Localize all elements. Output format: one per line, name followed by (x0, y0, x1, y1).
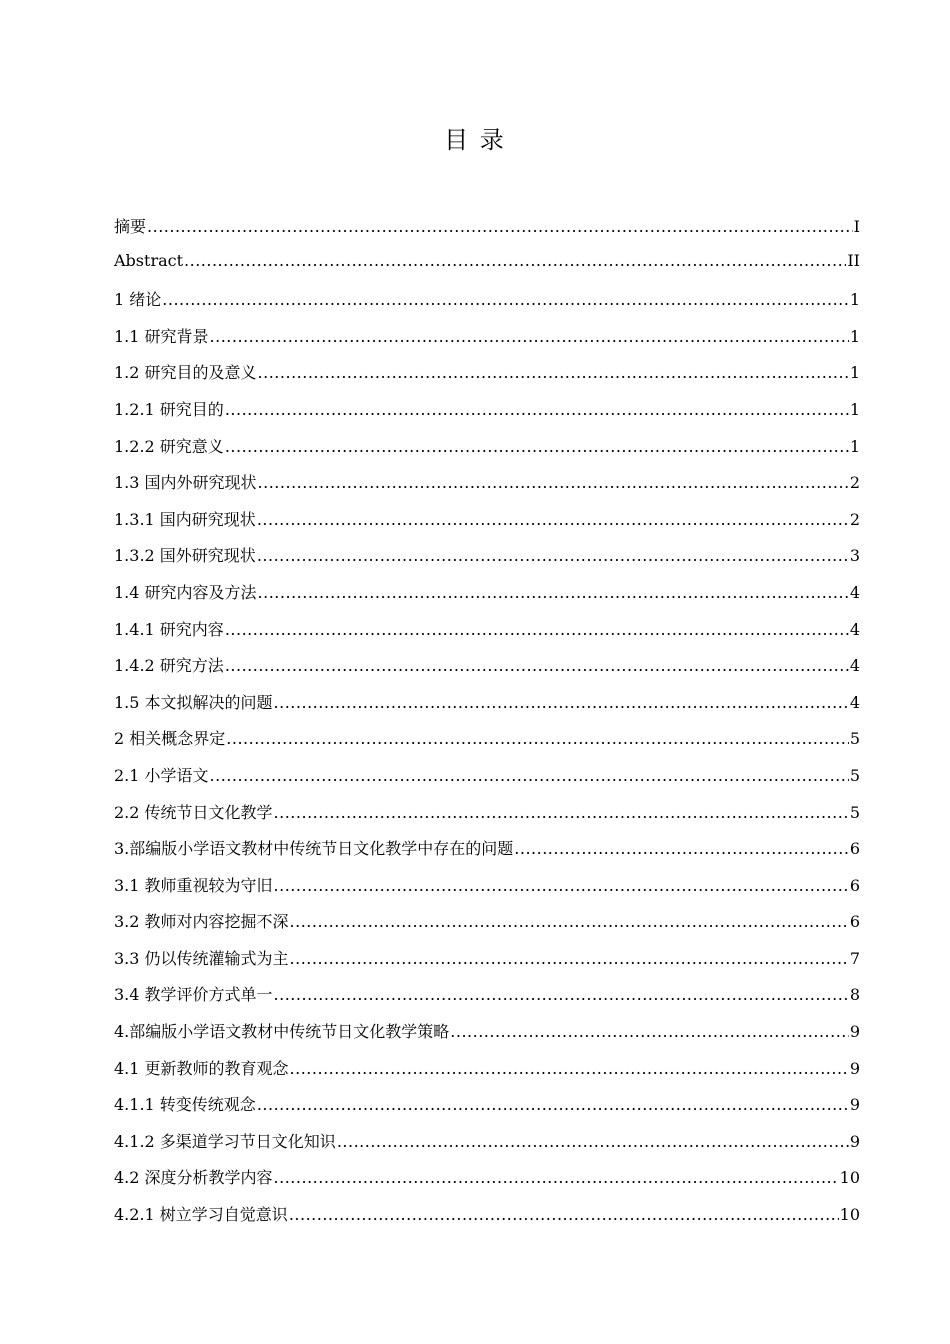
dot-leader (257, 510, 849, 529)
dot-leader (274, 803, 849, 822)
toc-entry-page-number: 5 (849, 802, 860, 822)
toc-entry-label: 3.2 教师对内容挖掘不深 (114, 912, 289, 932)
toc-entry[interactable] (114, 873, 860, 910)
toc-entry[interactable] (114, 507, 860, 544)
dot-leader (184, 251, 846, 270)
toc-entry[interactable] (114, 470, 860, 507)
toc-entry[interactable] (114, 251, 860, 288)
toc-entry-label: 1.4.2 研究方法 (114, 656, 224, 676)
dot-leader (337, 1132, 849, 1151)
toc-entry-label: 1.3 国内外研究现状 (114, 473, 257, 493)
toc-entry-page-number: 3 (849, 546, 860, 566)
dot-leader (290, 1059, 849, 1078)
toc-entry-page-number: 2 (849, 509, 860, 529)
toc-entry[interactable] (114, 324, 860, 361)
toc-entry[interactable] (114, 360, 860, 397)
toc-entry-page-number: 9 (849, 1131, 860, 1151)
toc-entry-page-number: 1 (849, 399, 860, 419)
toc-entry-label: 1.3.1 国内研究现状 (114, 509, 256, 529)
toc-entry[interactable] (114, 763, 860, 800)
toc-entry-page-number: 4 (849, 692, 860, 712)
toc-entry[interactable] (114, 617, 860, 654)
toc-entry[interactable] (114, 434, 860, 471)
toc-entry[interactable] (114, 214, 860, 251)
toc-entry-label: 4.1 更新教师的教育观念 (114, 1058, 289, 1078)
toc-entry-page-number: 10 (839, 1205, 860, 1225)
toc-entry-page-number: 5 (849, 729, 860, 749)
toc-entry-label: 4.部编版小学语文教材中传统节日文化教学策略 (114, 1022, 450, 1042)
toc-title: 目 录 (444, 126, 506, 154)
toc-entry-label: 1.2 研究目的及意义 (114, 363, 257, 383)
toc-entry-label: 1.4.1 研究内容 (114, 619, 224, 639)
toc-entry-label: 摘要 (114, 217, 147, 236)
toc-entry-label: 1 绪论 (114, 290, 162, 310)
dot-leader (225, 620, 849, 639)
toc-entry-label: 1.1 研究背景 (114, 326, 209, 346)
dot-leader (274, 876, 849, 895)
toc-entry-label: 3.部编版小学语文教材中传统节日文化教学中存在的问题 (114, 839, 514, 859)
toc-entry[interactable] (114, 653, 860, 690)
dot-leader (226, 729, 849, 748)
toc-entry-label: 1.3.2 国外研究现状 (114, 546, 256, 566)
dot-leader (257, 546, 849, 565)
dot-leader (162, 290, 849, 309)
toc-list (114, 214, 860, 1239)
toc-entry[interactable] (114, 1056, 860, 1093)
toc-entry[interactable] (114, 397, 860, 434)
toc-entry-label: 1.2.2 研究意义 (114, 436, 224, 456)
toc-entry-page-number: 4 (849, 619, 860, 639)
dot-leader (274, 1168, 839, 1187)
toc-entry-page-number: 1 (849, 436, 860, 456)
toc-entry[interactable] (114, 909, 860, 946)
toc-entry[interactable] (114, 1092, 860, 1129)
dot-leader (210, 766, 849, 785)
toc-entry[interactable] (114, 800, 860, 837)
toc-entry[interactable] (114, 836, 860, 873)
dot-leader (290, 912, 849, 931)
toc-entry-label: 4.2.1 树立学习自觉意识 (114, 1205, 288, 1225)
dot-leader (225, 656, 849, 675)
toc-entry-page-number: 1 (849, 326, 860, 346)
dot-leader (290, 949, 849, 968)
toc-entry-page-number: 9 (849, 1058, 860, 1078)
toc-entry-page-number: I (853, 217, 860, 236)
toc-entry-page-number: 6 (849, 912, 860, 932)
toc-entry-page-number: II (847, 250, 860, 270)
toc-entry[interactable] (114, 1202, 860, 1239)
toc-entry[interactable] (114, 1165, 860, 1202)
dot-leader (225, 400, 849, 419)
toc-entry-label: 4.2 深度分析教学内容 (114, 1168, 273, 1188)
toc-entry[interactable] (114, 690, 860, 727)
toc-entry-page-number: 6 (849, 839, 860, 859)
dot-leader (225, 437, 849, 456)
toc-entry-page-number: 4 (849, 656, 860, 676)
toc-entry-label: 1.5 本文拟解决的问题 (114, 692, 273, 712)
toc-entry-label: 3.1 教师重视较为守旧 (114, 875, 273, 895)
toc-entry-label: 3.3 仍以传统灌输式为主 (114, 948, 289, 968)
toc-entry-page-number: 7 (849, 948, 860, 968)
toc-entry-label: 4.1.1 转变传统观念 (114, 1095, 256, 1115)
toc-entry[interactable] (114, 946, 860, 983)
toc-entry-page-number: 2 (849, 473, 860, 493)
toc-entry[interactable] (114, 287, 860, 324)
toc-entry[interactable] (114, 543, 860, 580)
toc-entry-page-number: 6 (849, 875, 860, 895)
dot-leader (274, 693, 849, 712)
dot-leader (258, 583, 849, 602)
toc-entry-label: Abstract (114, 250, 184, 270)
toc-entry-page-number: 1 (849, 290, 860, 310)
dot-leader (514, 839, 849, 858)
toc-entry-label: 4.1.2 多渠道学习节日文化知识 (114, 1131, 336, 1151)
toc-entry-page-number: 8 (849, 985, 860, 1005)
toc-entry-label: 1.2.1 研究目的 (114, 399, 224, 419)
toc-entry-page-number: 10 (839, 1168, 860, 1188)
toc-entry[interactable] (114, 1019, 860, 1056)
toc-entry[interactable] (114, 580, 860, 617)
toc-entry[interactable] (114, 1129, 860, 1166)
toc-entry-label: 1.4 研究内容及方法 (114, 582, 257, 602)
dot-leader (257, 1095, 849, 1114)
toc-entry-page-number: 5 (849, 765, 860, 785)
toc-entry-label: 3.4 教学评价方式单一 (114, 985, 273, 1005)
dot-leader (289, 1205, 839, 1224)
toc-entry-label: 2.1 小学语文 (114, 765, 209, 785)
toc-entry-page-number: 1 (849, 363, 860, 383)
toc-entry[interactable] (114, 726, 860, 763)
toc-entry-label: 2 相关概念界定 (114, 729, 226, 749)
toc-entry-page-number: 9 (849, 1022, 860, 1042)
dot-leader (147, 217, 853, 236)
toc-entry-label: 2.2 传统节日文化教学 (114, 802, 273, 822)
dot-leader (258, 363, 849, 382)
toc-entry-page-number: 9 (849, 1095, 860, 1115)
dot-leader (274, 985, 849, 1004)
dot-leader (258, 473, 849, 492)
dot-leader (210, 327, 849, 346)
toc-entry-page-number: 4 (849, 582, 860, 602)
dot-leader (450, 1022, 849, 1041)
toc-entry[interactable] (114, 982, 860, 1019)
